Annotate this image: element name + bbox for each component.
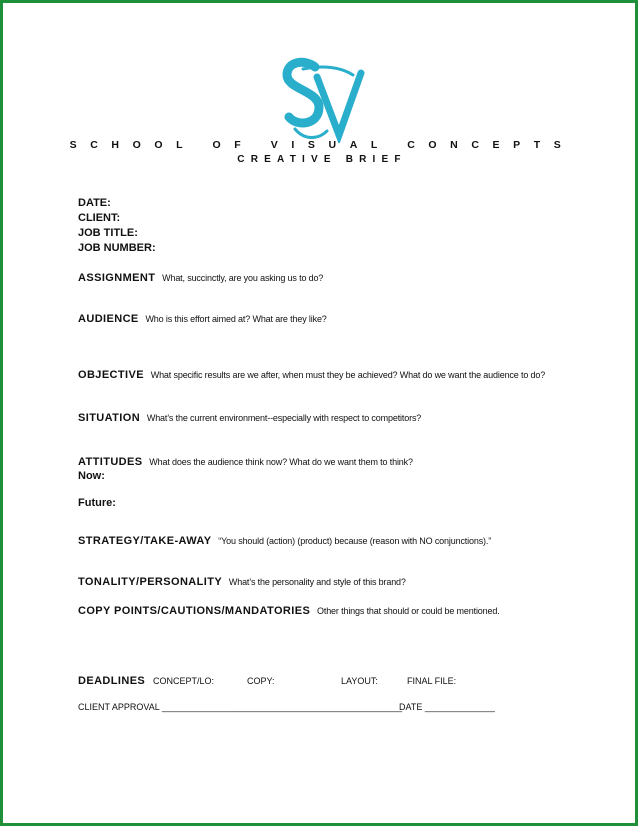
client-approval-line: CLIENT APPROVAL ________________________________________________	[78, 702, 403, 712]
assignment-label: ASSIGNMENT	[78, 272, 156, 284]
copy-points-section	[78, 605, 500, 617]
job-number-field: JOB NUMBER:	[78, 242, 156, 254]
situation-section	[78, 412, 421, 424]
objective-section	[78, 369, 545, 381]
approval-date-line: DATE ______________	[399, 702, 495, 712]
assignment-question: What, succinctly, are you asking us to do?	[162, 273, 324, 283]
attitudes-section	[78, 456, 413, 468]
svc-logo	[275, 55, 367, 143]
situation-label: SITUATION	[78, 412, 141, 424]
tonality-label: TONALITY/PERSONALITY	[78, 576, 223, 588]
now-label: Now:	[78, 470, 105, 482]
copy-deadline: COPY:	[247, 676, 275, 686]
tonality-question: What’s the personality and style of this brand?	[228, 577, 406, 587]
final-file-deadline: FINAL FILE:	[407, 676, 457, 686]
layout-deadline: LAYOUT:	[341, 676, 378, 686]
audience-section	[78, 313, 327, 325]
assignment-section	[78, 272, 323, 284]
school-name: SCHOOL OF VISUAL CONCEPTS	[69, 139, 575, 151]
date-field: DATE:	[78, 197, 111, 209]
document-title: CREATIVE BRIEF	[237, 154, 407, 165]
strategy-section	[78, 535, 491, 547]
copy-points-question: Other things that should or could be mentioned.	[317, 606, 500, 616]
attitudes-question: What does the audience think now? What do we want them to think?	[149, 457, 413, 467]
client-field: CLIENT:	[78, 212, 121, 224]
concept-deadline: CONCEPT/LO:	[153, 676, 215, 686]
strategy-label: STRATEGY/TAKE-AWAY	[78, 535, 212, 547]
situation-question: What’s the current environment--especially with respect to competitors?	[146, 413, 422, 423]
objective-label: OBJECTIVE	[78, 369, 144, 381]
audience-label: AUDIENCE	[78, 313, 139, 325]
attitudes-label: ATTITUDES	[78, 456, 143, 468]
objective-question: What specific results are we after, when must they be achieved? What do we want the audience to do?	[150, 370, 546, 380]
job-title-field: JOB TITLE:	[78, 227, 138, 239]
strategy-question: “You should (action) (product) because (reason with NO conjunctions).”	[218, 536, 492, 546]
deadlines-label: DEADLINES	[78, 675, 146, 687]
future-label: Future:	[78, 497, 116, 509]
copy-points-label: COPY POINTS/CAUTIONS/MANDATORIES	[78, 605, 311, 617]
tonality-section	[78, 576, 406, 588]
audience-question: Who is this effort aimed at? What are they like?	[145, 314, 327, 324]
